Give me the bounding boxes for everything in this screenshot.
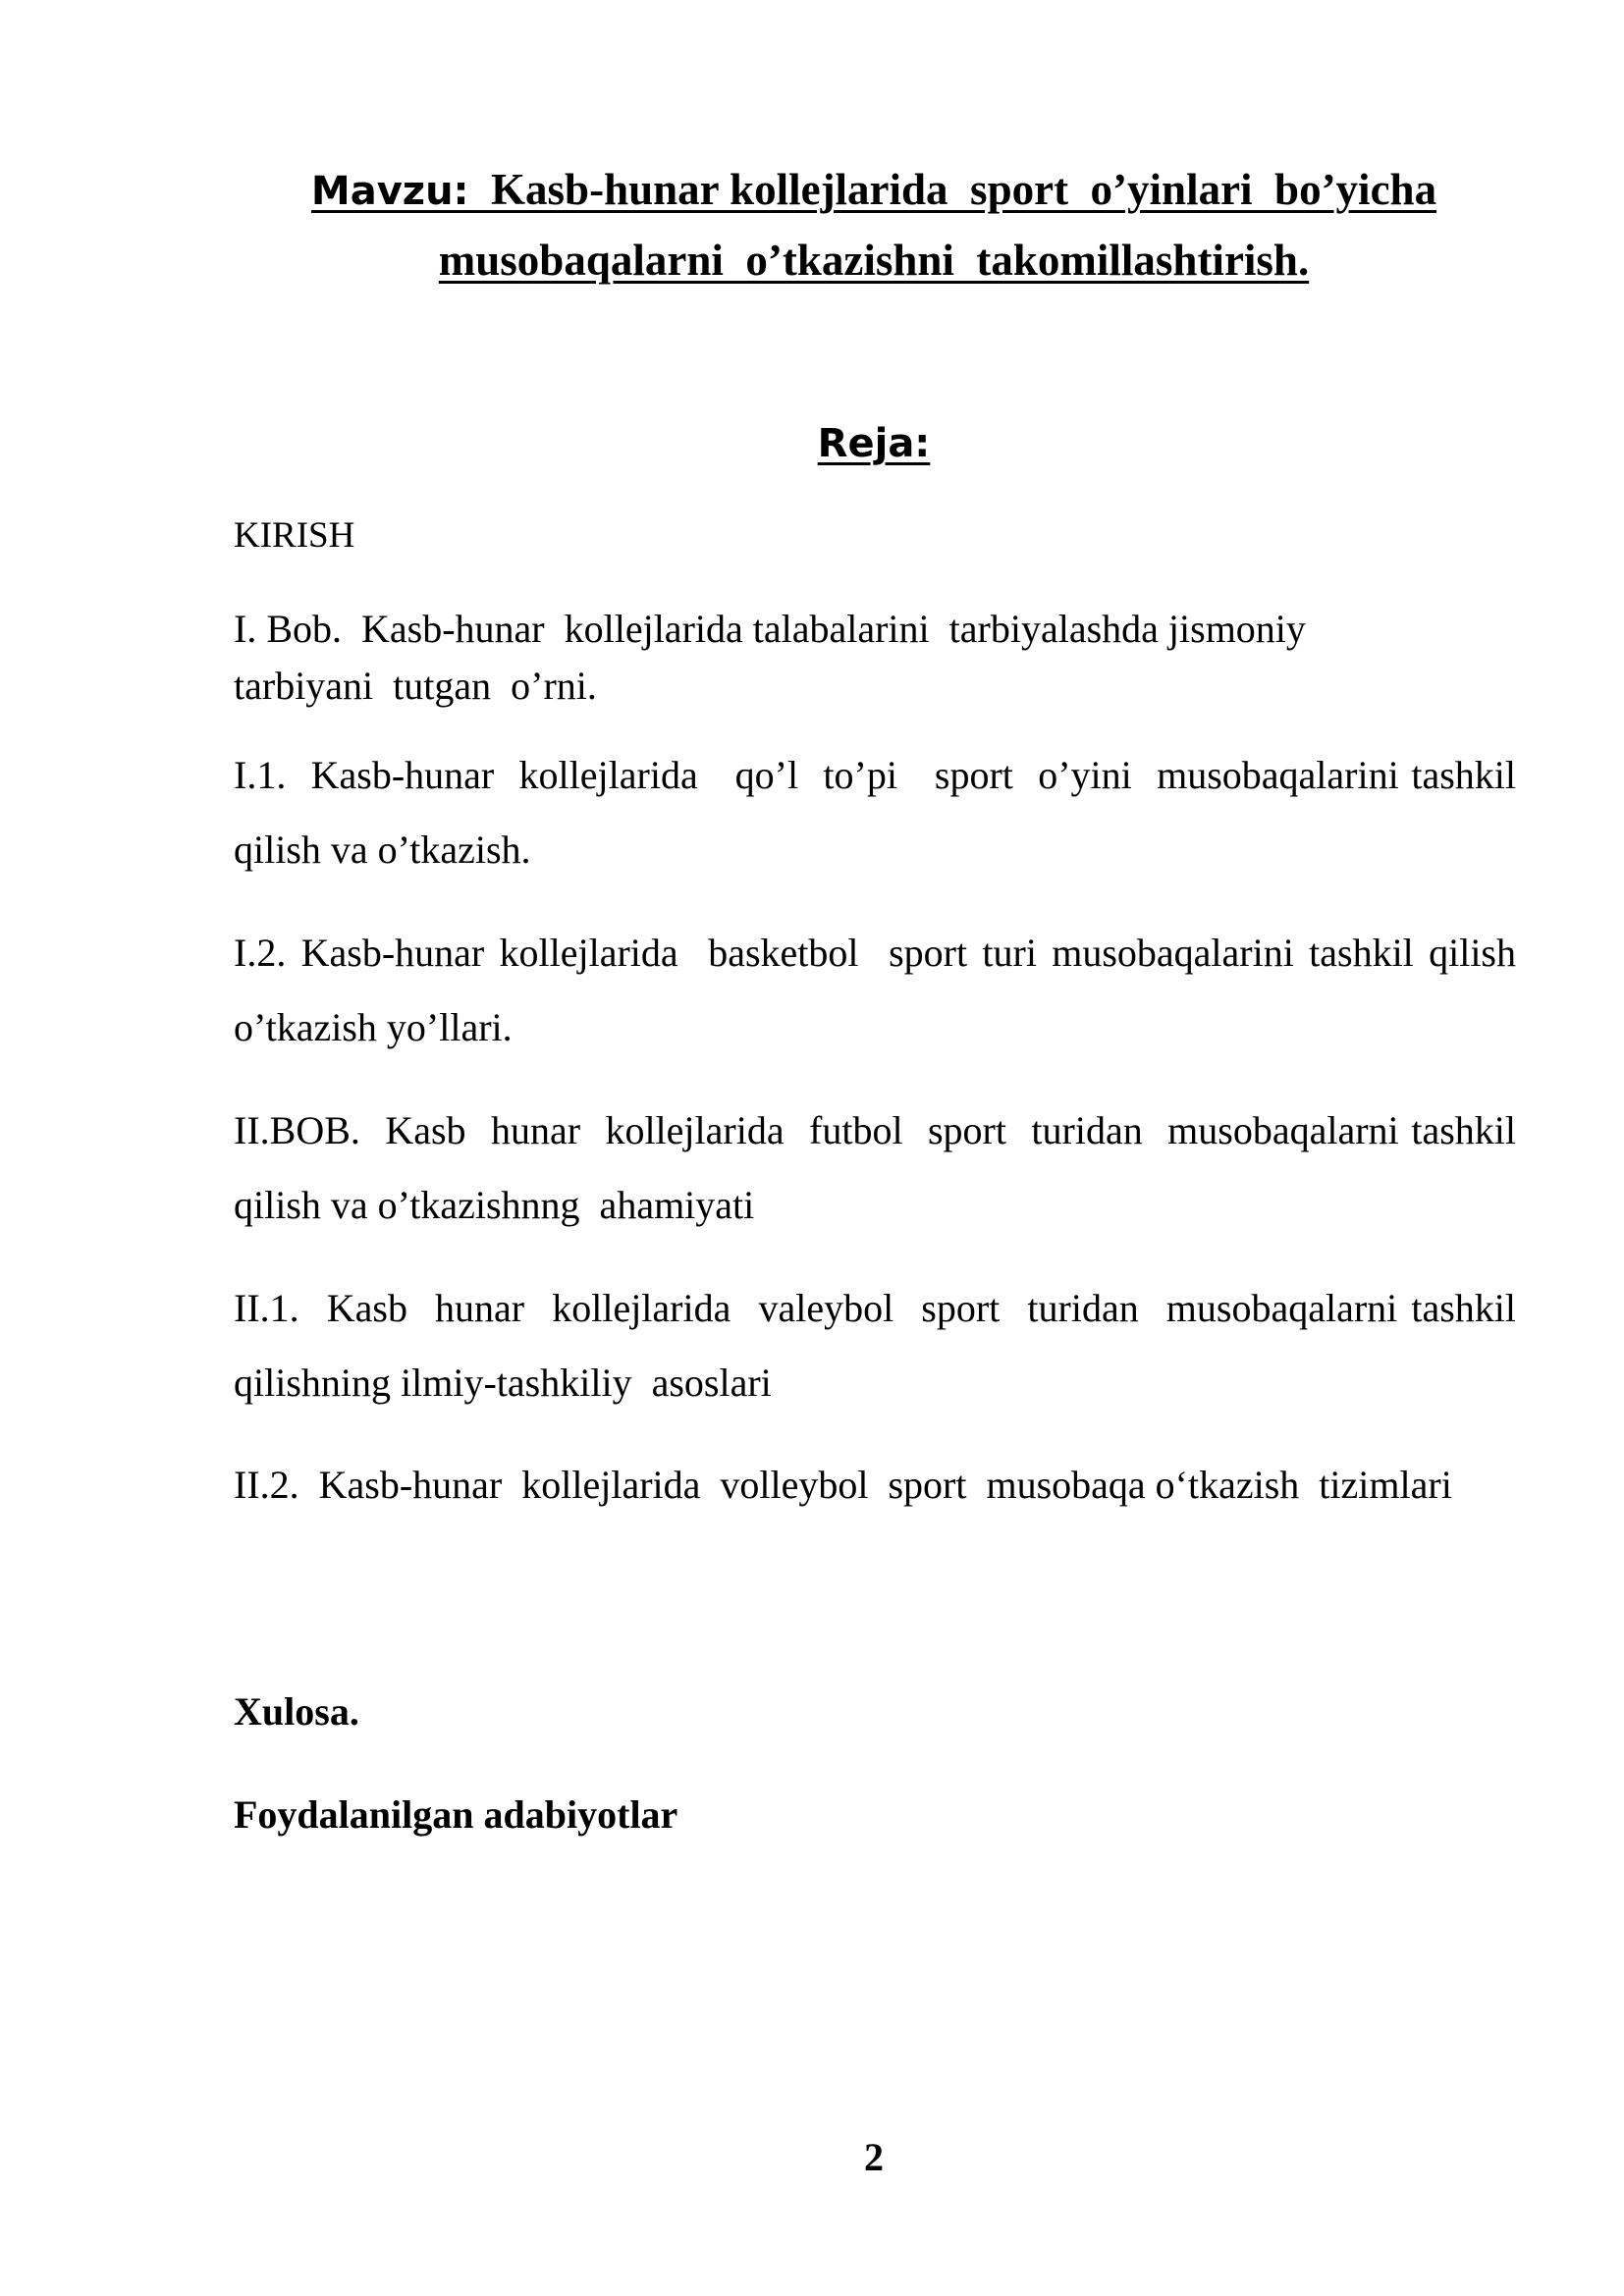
plan-heading: Reja: xyxy=(817,421,931,466)
plan-item-section-1-1: I.1. Kasb-hunar kollejlarida qo’l to’pi sport o’yini musobaqalarini tashkil qilish va o’tkazish. xyxy=(234,753,1526,872)
plan-item-chapter-2: II.BOB. Kasb hunar kollejlarida futbol sport turidan musobaqalarni tashkil qilish va o’tkazishnng ahamiyati xyxy=(234,1108,1536,1227)
title-line-1-text: Kasb-hunar kollejlarida sport o’yinlari bo’yicha xyxy=(468,165,1437,214)
references-heading: Foydalanilgan adabiyotlar xyxy=(234,1792,678,1837)
plan-item-section-1-2: I.2. Kasb-hunar kollejlarida basketbol sport turi musobaqalarini tashkil qilish o’tkazish yo’llari. xyxy=(234,931,1526,1049)
plan-item-chapter-1: I. Bob. Kasb-hunar kollejlarida talabalarini tarbiyalashda jismoniy tarbiyani tutgan o’rni. xyxy=(234,607,1326,708)
title-line-2: musobaqalarni o’tkazishni takomillashtirish. xyxy=(438,236,1310,285)
document-title xyxy=(226,155,1522,294)
page-number: 2 xyxy=(864,2135,884,2179)
title-prefix: Mavzu: xyxy=(310,169,469,214)
plan-item-section-2-2: II.2. Kasb-hunar kollejlarida volleybol sport musobaqa o‘tkazish tizimlari xyxy=(234,1463,1452,1507)
plan-item-introduction: KIRISH xyxy=(234,515,355,556)
title-line-1 xyxy=(226,155,1522,226)
plan-item-section-2-1: II.1. Kasb hunar kollejlarida valeybol sport turidan musobaqalarni tashkil qilishning ilmiy-tashkiliy asoslari xyxy=(234,1286,1536,1405)
conclusion-heading: Xulosa. xyxy=(234,1689,359,1734)
